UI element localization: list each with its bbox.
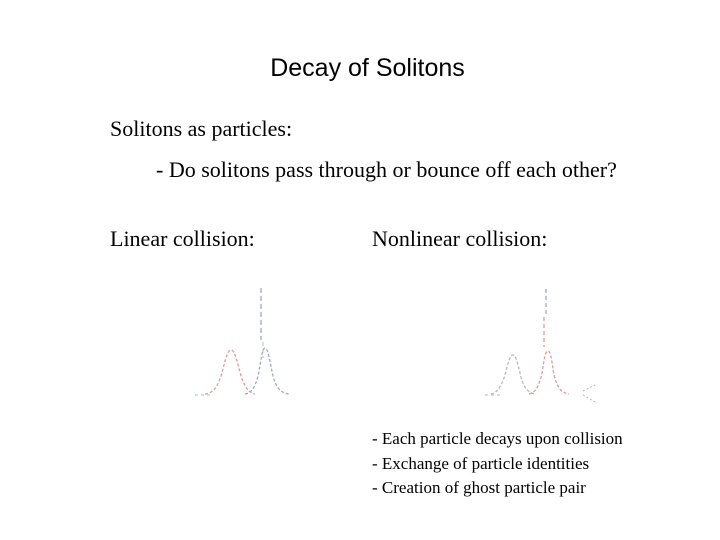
soliton-left-curve: [205, 350, 255, 394]
bullet-item: - Creation of ghost particle pair: [372, 478, 586, 497]
linear-collision-label: Linear collision:: [110, 226, 255, 251]
nonlinear-bullet-list: [372, 427, 623, 501]
soliton-right-curve: [529, 351, 569, 394]
soliton-left-curve: [491, 355, 535, 394]
nonlinear-collision-label: Nonlinear collision:: [372, 226, 548, 251]
nonlinear-collision-figure: [483, 285, 608, 410]
subtitle: Solitons as particles:: [110, 116, 293, 141]
question: - Do solitons pass through or bounce off each other?: [156, 157, 617, 182]
ghost-particle-pair: [583, 385, 597, 403]
soliton-right-curve: [245, 348, 289, 394]
linear-collision-figure: [195, 280, 305, 410]
slide-title: Decay of Solitons: [270, 54, 465, 82]
bullet-item: - Exchange of particle identities: [372, 453, 590, 473]
bullet-item: - Each particle decays upon collision: [372, 429, 623, 448]
